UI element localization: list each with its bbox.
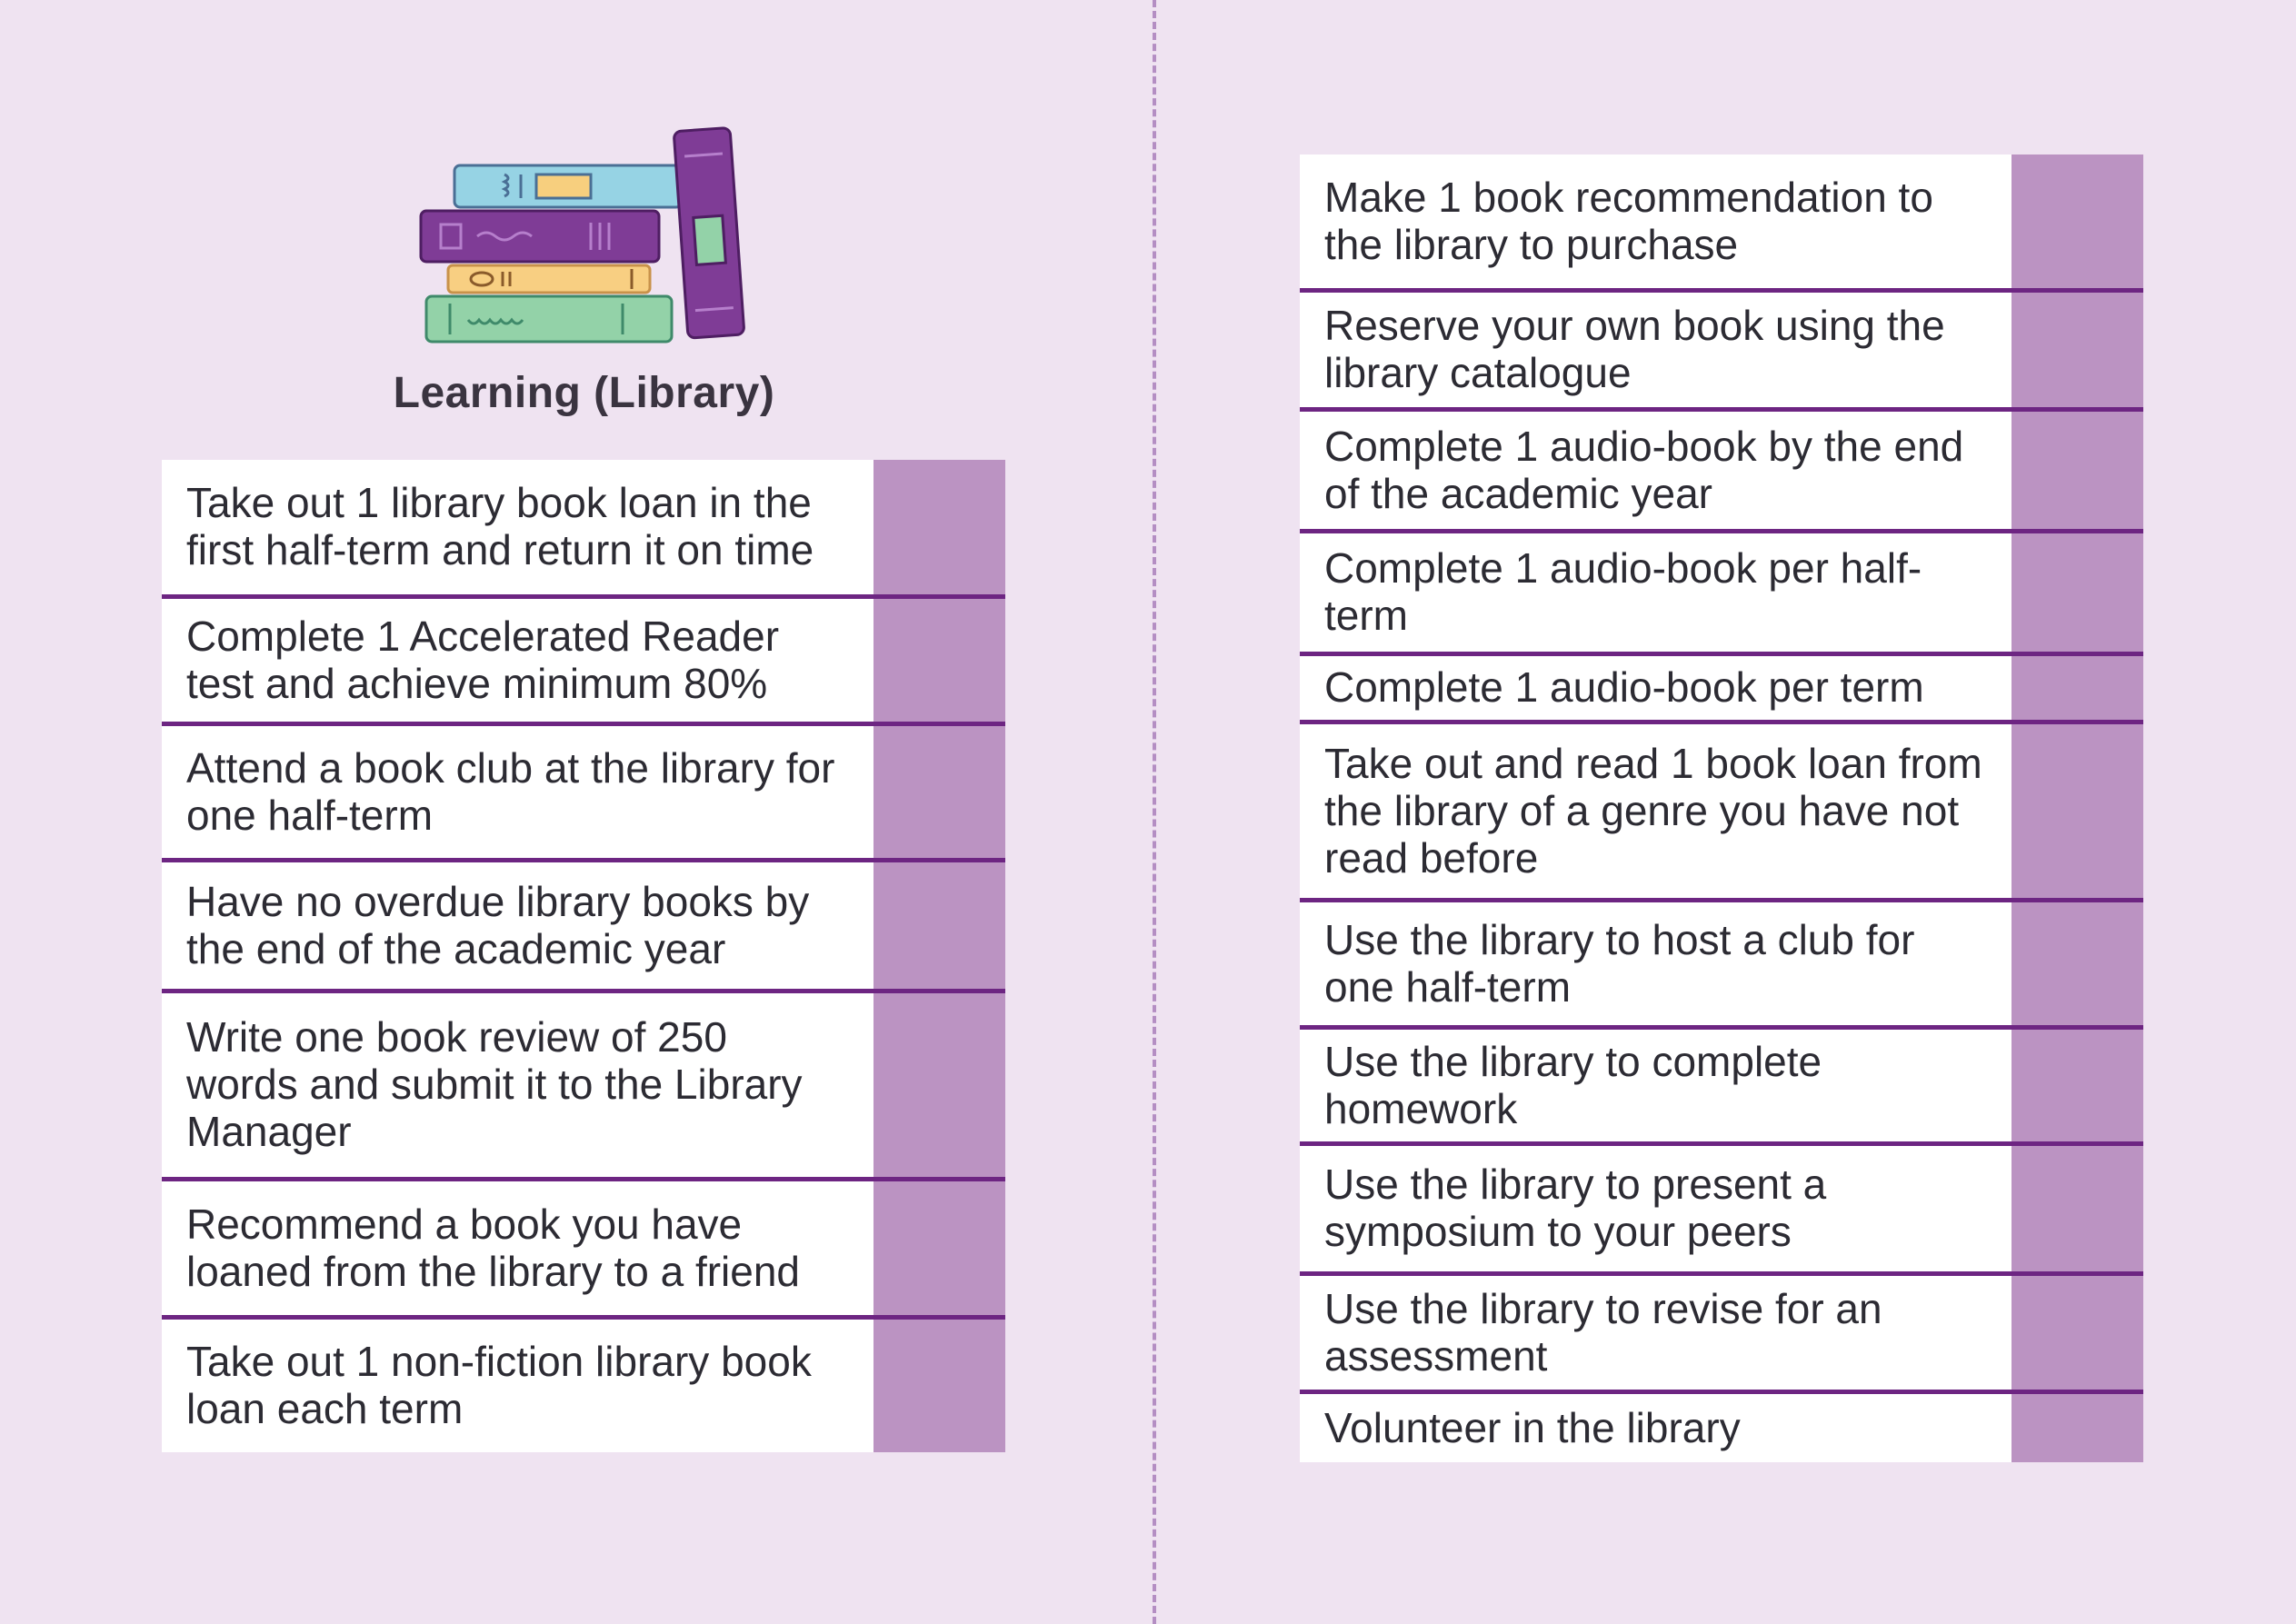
checklist-row [1300,1146,2143,1276]
checklist-row [1300,656,2143,724]
left-checklist [162,460,1005,1452]
checklist-row [162,599,1005,726]
task-text: Have no overdue library books by the end of the academic year [186,877,810,972]
task-text: Attend a book club at the library for one half-term [186,743,835,839]
page-divider [1153,0,1156,1624]
task-text: Use the library to present a symposium to your peers [1324,1161,1827,1255]
checkbox-cell[interactable] [2011,724,2143,898]
checklist-row [162,1181,1005,1320]
right-checklist [1300,154,2143,1462]
page-title: Learning (Library) [393,369,775,417]
task-text: Write one book review of 250 words and submit it to the Library Manager [186,1013,803,1155]
task-text: Complete 1 audio-book per term [1324,663,1924,711]
checklist-row [1300,293,2143,412]
checklist-row [162,726,1005,862]
checklist-row [162,993,1005,1181]
task-text: Use the library to revise for an assessment [1324,1284,1882,1380]
checkbox-cell[interactable] [2011,1276,2143,1390]
checklist-row [162,460,1005,599]
checklist-row [1300,902,2143,1030]
checklist-row [1300,1276,2143,1394]
checkbox-cell[interactable] [2011,656,2143,720]
checkbox-cell[interactable] [873,460,1005,594]
task-text: Complete 1 audio-book by the end of the academic year [1324,422,1964,517]
checklist-row [162,862,1005,993]
checklist-row [162,1320,1005,1452]
checkbox-cell[interactable] [2011,1030,2143,1141]
task-text: Make 1 book recommendation to the library to purchase [1324,173,1933,268]
checkbox-cell[interactable] [873,862,1005,989]
checklist-row [1300,1030,2143,1146]
task-text: Take out and read 1 book loan from the library of a genre you have not read before [1324,739,1982,882]
checkbox-cell[interactable] [2011,533,2143,652]
checkbox-cell[interactable] [873,726,1005,858]
checkbox-cell[interactable] [2011,902,2143,1025]
checkbox-cell[interactable] [2011,412,2143,529]
checkbox-cell[interactable] [2011,293,2143,407]
checkbox-cell[interactable] [2011,1394,2143,1462]
task-text: Use the library to host a club for one half-term [1324,915,1915,1011]
task-text: Reserve your own book using the library catalogue [1324,302,1945,396]
checkbox-cell[interactable] [873,1320,1005,1452]
checklist-row [1300,533,2143,656]
checklist-row [1300,724,2143,902]
checklist-row [1300,412,2143,533]
task-text: Complete 1 audio-book per half-term [1324,544,1922,639]
task-text: Complete 1 Accelerated Reader test and achieve minimum 80% [186,612,780,707]
checklist-row [1300,1394,2143,1462]
task-text: Take out 1 library book loan in the first half-term and return it on time [186,479,814,573]
checkbox-cell[interactable] [2011,1146,2143,1271]
task-text: Use the library to complete homework [1324,1037,1822,1132]
checkbox-cell[interactable] [873,993,1005,1177]
checkbox-cell[interactable] [873,1181,1005,1315]
task-text: Volunteer in the library [1324,1403,1741,1451]
checkbox-cell[interactable] [873,599,1005,722]
checklist-row [1300,154,2143,293]
task-text: Take out 1 non-fiction library book loan each term [186,1338,812,1432]
checkbox-cell[interactable] [2011,154,2143,288]
task-text: Recommend a book you have loaned from the library to a friend [186,1200,801,1295]
books-icon [414,118,759,345]
